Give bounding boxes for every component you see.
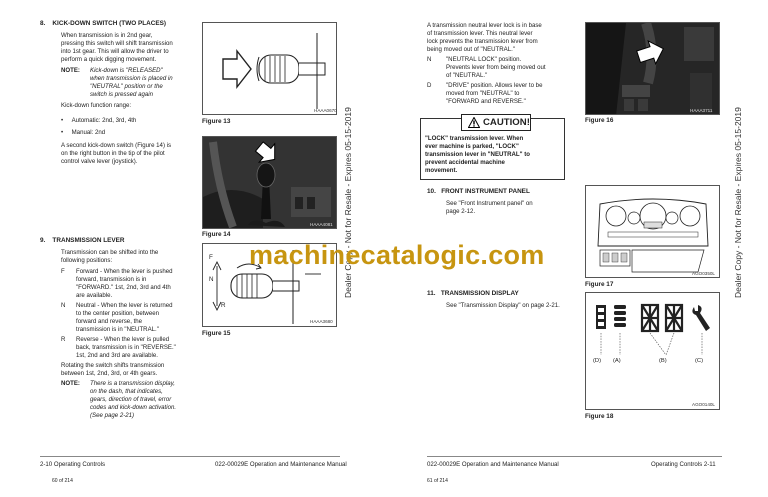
figure-18-image [585,292,720,410]
section-9-note: There is a transmission display, on the dash, that indicates, gears, direction of travel, error codes and kick-down activation. (See page 2-21) [90,380,177,419]
transmission-display-illustration [586,293,720,410]
figure-17-caption: Figure 17 [585,281,614,288]
neutral-lock-photo [586,23,720,115]
section-11-title: 11. TRANSMISSION DISPLAY [427,290,519,297]
figure-16-image [585,22,720,115]
list-item-reverse: Reverse - When the lever is pulled back, transmission is in "REVERSE." 1st, 2nd and 3rd are available. [76,336,176,359]
list-item-label-r: R [61,336,66,343]
footer-manual-title: 022-00029E Operation and Maintenance Manual [215,461,347,468]
bullet-automatic: • Automatic: 2nd, 3rd, 4th [61,117,137,124]
kickdown-switch-illustration [203,23,337,115]
display-label-d: (D) [593,358,602,364]
list-item-label-n: N [61,302,66,309]
vertical-dealer-text-right: Dealer Copy - Not for Resale - Expires 05-15-2019 [733,107,743,298]
section-8-paragraph-2: A second kick-down switch (Figure 14) is on the right button in the tip of the pilot control valve lever (joystick). [61,142,172,165]
figure-18-caption: Figure 18 [585,413,614,420]
joystick-photo [203,137,337,229]
display-label-b: (B) [659,358,667,364]
figure-18-code: AGO0140L [692,402,715,407]
lever-label-f: F [209,254,213,261]
footer-rule [40,456,340,457]
page-count: 60 of 214 [52,478,73,484]
figure-17-code: AGO0350L [692,271,715,276]
footer-page-label: Operating Controls 2-11 [651,461,716,468]
vertical-dealer-text-left: Dealer Copy - Not for Resale - Expires 05-15-2019 [343,107,353,298]
figure-14-image [202,136,337,229]
figure-17-image [585,185,720,278]
footer-rule [427,456,722,457]
section-9-paragraph-2: Rotating the switch shifts transmission between 1st, 2nd, 3rd, or 4th gears. [61,362,165,377]
list-item-label-f: F [61,268,65,275]
footer-page-label: 2-10 Operating Controls [40,461,106,468]
caution-header [461,114,531,131]
figure-15-code: HAAA3680 [310,319,333,324]
list-item-forward: Forward - When the lever is pushed forward, transmission is in "FORWARD." 1st, 2nd, 3rd and 4th are available. [76,268,173,299]
section-8-note: Kick-down is "RELEASED" when transmission is placed in "NEUTRAL" position or the switch is pressed again [90,67,173,98]
page-count: 61 of 214 [427,478,448,484]
list-item-drive: "DRIVE" position. Allows lever to be moved from "NEUTRAL" to "FORWARD and REVERSE." [446,82,543,105]
footer-manual-title: 022-00029E Operation and Maintenance Manual [427,461,559,468]
display-label-a: (A) [613,358,621,364]
list-item-neutral-lock: "NEUTRAL LOCK" position. Prevents lever from being moved out of "NEUTRAL." [446,56,546,79]
list-item-neutral: Neutral - When the lever is returned to the center position, between forward and reverse, the transmission is in "NEUTRAL." [76,302,173,333]
section-8-title: 8. KICK-DOWN SWITCH (TWO PLACES) [40,20,167,27]
section-9-title: 9. TRANSMISSION LEVER [40,237,125,244]
note-label: NOTE: [61,67,80,74]
lever-label-r: R [221,302,226,309]
figure-14-caption: Figure 14 [202,231,231,238]
list-item-label-n: N [427,56,432,63]
section-9-paragraph: Transmission can be shifted into the following positions: [61,249,159,264]
section-10-text: See "Front Instrument panel" on page 2-12. [446,200,533,215]
figure-13-caption: Figure 13 [202,118,231,125]
lever-label-n: N [209,276,214,283]
note-label: NOTE: [61,380,80,387]
kickdown-range-title: Kick-down function range: [61,102,132,109]
section-8-paragraph: When transmission is in 2nd gear, pressing this switch will shift transmission into 1st gear. This will allow the driver to perform a quick digging movement. [61,32,173,63]
intro-paragraph: A transmission neutral lever lock is in base of transmission lever. This neutral lever lock prevents the transmission lever from being moved out of "NEUTRAL." [427,22,542,53]
figure-13-code: HAAA0670 [314,108,337,113]
figure-16-caption: Figure 16 [585,117,614,124]
figure-14-code: HAAA4081 [310,222,333,227]
watermark-text: machinecatalogic.com [249,240,545,270]
figure-15-caption: Figure 15 [202,330,231,337]
display-label-c: (C) [695,358,704,364]
section-11-text: See "Transmission Display" on page 2-21. [446,302,560,309]
caution-title: CAUTION! [483,117,530,128]
caution-text: "LOCK" transmission lever. When ever machine is parked, "LOCK" transmission lever in "NEUTRAL" to prevent accidental machine movement. [425,135,530,174]
bullet-manual: • Manual: 2nd [61,129,106,136]
figure-13-image [202,22,337,115]
list-item-label-d: D [427,82,432,89]
warning-triangle-icon [468,117,480,131]
figure-16-code: HAAA3711 [690,108,713,113]
section-10-title: 10. FRONT INSTRUMENT PANEL [427,188,530,195]
front-instrument-panel-illustration [586,186,720,278]
